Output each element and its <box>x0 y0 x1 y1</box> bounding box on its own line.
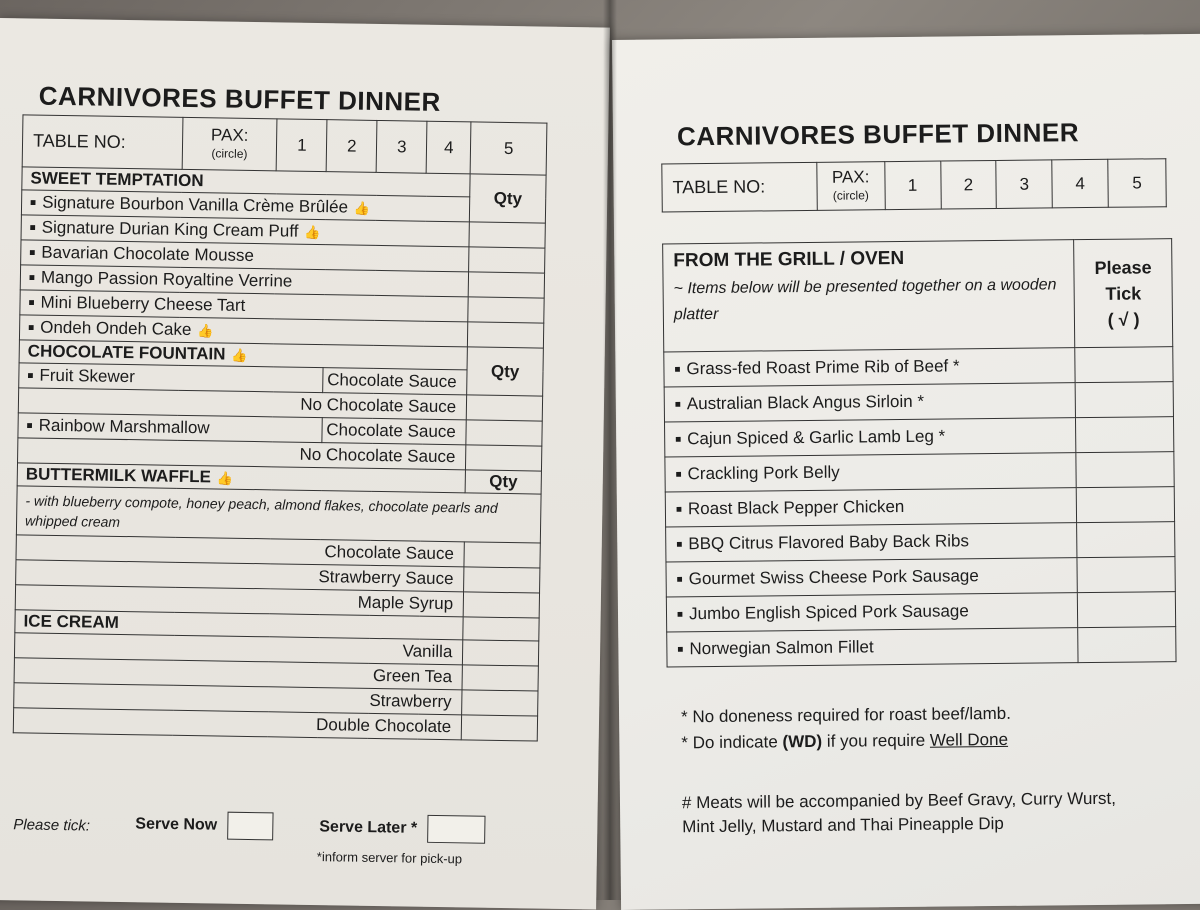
pax-option-4[interactable]: 4 <box>426 121 471 174</box>
inform-server-note: *inform server for pick-up <box>316 849 463 867</box>
square-bullet-icon: ■ <box>28 322 35 334</box>
square-bullet-icon: ■ <box>26 420 33 432</box>
qty-cell[interactable] <box>462 715 538 741</box>
fountain-option: Chocolate Sauce <box>323 368 467 395</box>
right-menu-page <box>612 34 1200 910</box>
sweet-item: ■ Signature Durian King Cream Puff 👍 <box>21 215 470 247</box>
pax-option-2[interactable]: 2 <box>940 160 996 209</box>
tick-header: Please Tick ( √ ) <box>1074 239 1173 348</box>
pax-option-1[interactable]: 1 <box>277 119 328 172</box>
grill-item: ■ Cajun Spiced & Garlic Lamb Leg * <box>665 418 1077 457</box>
icecream-option: Strawberry <box>14 683 463 715</box>
tick-cell[interactable] <box>1078 592 1176 628</box>
fountain-option: No Chocolate Sauce <box>18 438 467 470</box>
qty-cell[interactable] <box>462 690 538 716</box>
fountain-option: No Chocolate Sauce <box>18 388 467 420</box>
fountain-item: ■ Fruit Skewer <box>19 363 324 393</box>
square-bullet-icon: ■ <box>677 644 684 656</box>
sweet-item: ■ Signature Bourbon Vanilla Crème Brûlée 👍 <box>21 190 470 222</box>
grill-item: ■ Norwegian Salmon Fillet <box>667 628 1079 667</box>
pax-option-5[interactable]: 5 <box>470 122 547 175</box>
pax-label: PAX: (circle) <box>182 117 278 170</box>
well-done-note: * Do indicate (WD) if you require Well Done <box>681 729 1009 753</box>
square-bullet-icon: ■ <box>676 574 683 586</box>
section-sweet-heading: SWEET TEMPTATION <box>22 167 471 197</box>
please-tick-label: Please tick: <box>13 816 91 835</box>
grill-item: ■ Crackling Pork Belly <box>665 453 1077 492</box>
grill-heading: FROM THE GRILL / OVEN <box>673 247 905 272</box>
sweet-item: ■ Mini Blueberry Cheese Tart <box>20 290 469 322</box>
pax-label: PAX: (circle) <box>817 162 885 211</box>
sweet-item: ■ Bavarian Chocolate Mousse <box>21 240 470 272</box>
square-bullet-icon: ■ <box>674 399 681 411</box>
qty-cell[interactable] <box>468 322 544 348</box>
thumbs-up-icon: 👍 <box>304 224 321 241</box>
grill-item: ■ BBQ Citrus Flavored Baby Back Ribs <box>666 523 1078 562</box>
tick-cell[interactable] <box>1076 452 1174 488</box>
pax-option-3[interactable]: 3 <box>376 120 427 173</box>
icecream-option: Double Chocolate <box>13 708 462 740</box>
sweet-item: ■ Mango Passion Royaltine Verrine <box>20 265 469 297</box>
left-menu-page <box>0 18 610 909</box>
icecream-option: Green Tea <box>14 658 463 690</box>
pax-option-2[interactable]: 2 <box>326 120 377 173</box>
square-bullet-icon: ■ <box>29 247 36 259</box>
thumbs-up-icon: 👍 <box>197 323 214 339</box>
qty-cell[interactable] <box>467 395 543 421</box>
table-no-label: TABLE NO: <box>22 115 182 170</box>
qty-cell[interactable] <box>462 665 538 691</box>
qty-cell[interactable] <box>466 445 542 471</box>
section-fountain-heading: CHOCOLATE FOUNTAIN 👍 <box>19 340 468 370</box>
section-icecream-heading: ICE CREAM <box>15 610 464 640</box>
qty-cell[interactable] <box>464 567 540 593</box>
section-waffle-heading: BUTTERMILK WAFFLE 👍 <box>17 463 466 493</box>
square-bullet-icon: ■ <box>675 469 682 481</box>
accompaniments-note: # Meats will be accompanied by Beef Gravy, Curry Wurst, Mint Jelly, Mustard and Thai Pineapple Dip <box>681 788 1117 837</box>
sweet-qty-header: Qty <box>470 174 546 223</box>
thumbs-up-icon: 👍 <box>231 347 248 363</box>
waffle-qty-header: Qty <box>465 470 541 494</box>
thumbs-up-icon: 👍 <box>216 470 234 486</box>
square-bullet-icon: ■ <box>27 370 34 382</box>
qty-cell[interactable] <box>463 640 539 666</box>
square-bullet-icon: ■ <box>675 434 682 446</box>
left-order-table <box>13 114 548 741</box>
icecream-option: Vanilla <box>14 633 463 665</box>
grill-item: ■ Grass-fed Roast Prime Rib of Beef * <box>664 348 1076 387</box>
square-bullet-icon: ■ <box>674 364 681 376</box>
page-fold <box>603 0 617 900</box>
doneness-note: * No doneness required for roast beef/lamb. <box>680 703 1011 727</box>
grill-header <box>663 240 1075 352</box>
qty-cell[interactable] <box>466 420 542 446</box>
square-bullet-icon: ■ <box>30 197 37 209</box>
pax-option-4[interactable]: 4 <box>1052 159 1108 208</box>
grill-item: ■ Jumbo English Spiced Pork Sausage <box>666 593 1078 632</box>
serve-later-checkbox[interactable] <box>427 815 485 844</box>
icecream-qty-header <box>463 617 539 641</box>
left-title: CARNIVORES BUFFET DINNER <box>38 80 441 117</box>
grill-subheading: ~ Items below will be presented together on a wooden platter <box>673 276 1057 324</box>
qty-cell[interactable] <box>464 542 540 568</box>
right-title: CARNIVORES BUFFET DINNER <box>676 117 1080 152</box>
tick-cell[interactable] <box>1075 347 1173 383</box>
waffle-description: - with blueberry compote, honey peach, almond flakes, chocolate pearls and whipped cream <box>16 486 541 543</box>
serve-later-option: Serve Later * <box>319 813 485 844</box>
square-bullet-icon: ■ <box>676 539 683 551</box>
grill-item: ■ Roast Black Pepper Chicken <box>665 488 1077 527</box>
pax-option-3[interactable]: 3 <box>996 160 1052 209</box>
serve-now-option: Serve Now <box>135 810 273 840</box>
pax-option-5[interactable]: 5 <box>1108 159 1166 208</box>
thumbs-up-icon: 👍 <box>353 200 371 216</box>
table-no-label: TABLE NO: <box>662 162 817 212</box>
right-table-no-row <box>661 158 1166 212</box>
pax-option-1[interactable]: 1 <box>884 161 940 210</box>
waffle-option: Maple Syrup <box>15 585 464 617</box>
qty-cell[interactable] <box>469 222 545 248</box>
tick-cell[interactable] <box>1075 382 1173 418</box>
waffle-option: Strawberry Sauce <box>16 560 465 592</box>
square-bullet-icon: ■ <box>29 222 36 234</box>
qty-cell[interactable] <box>469 247 545 273</box>
qty-cell[interactable] <box>468 272 544 298</box>
square-bullet-icon: ■ <box>675 504 683 516</box>
grill-item: ■ Australian Black Angus Sirloin * <box>664 383 1076 422</box>
serve-now-checkbox[interactable] <box>227 812 273 841</box>
sweet-item: ■ Ondeh Ondeh Cake 👍 <box>19 315 468 347</box>
fountain-qty-header: Qty <box>467 347 543 396</box>
fountain-option: Chocolate Sauce <box>322 418 466 445</box>
square-bullet-icon: ■ <box>28 297 35 309</box>
grill-table <box>662 238 1176 667</box>
tick-cell[interactable] <box>1076 487 1174 523</box>
square-bullet-icon: ■ <box>676 609 684 621</box>
qty-cell[interactable] <box>468 297 544 323</box>
tick-cell[interactable] <box>1077 557 1175 593</box>
fountain-item: ■ Rainbow Marshmallow <box>18 413 323 443</box>
waffle-option: Chocolate Sauce <box>16 535 465 567</box>
tick-cell[interactable] <box>1077 522 1175 558</box>
grill-item: ■ Gourmet Swiss Cheese Pork Sausage <box>666 558 1078 597</box>
square-bullet-icon: ■ <box>28 272 36 284</box>
tick-cell[interactable] <box>1076 417 1174 453</box>
tick-cell[interactable] <box>1078 627 1176 663</box>
qty-cell[interactable] <box>463 592 539 618</box>
